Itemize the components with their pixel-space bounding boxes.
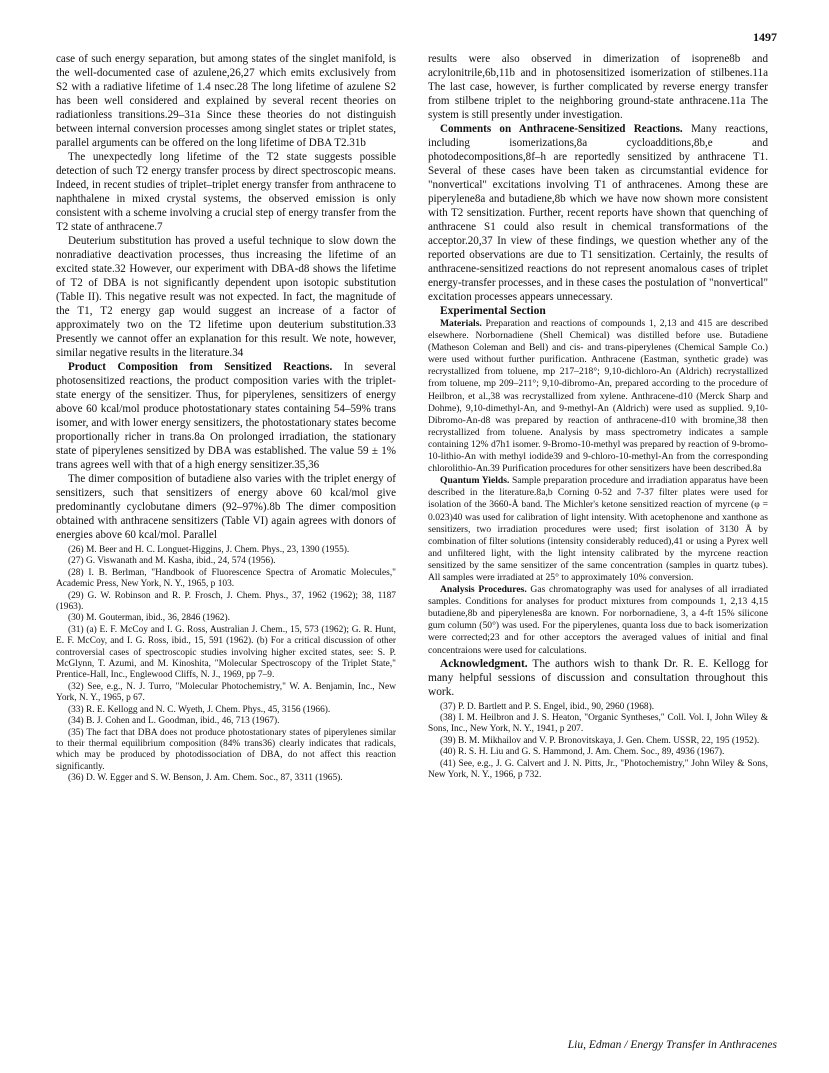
body-paragraph: case of such energy separation, but among states of the singlet manifold, is the well-documented case of azulene,26,27 which emits exclusively from S2 with a radiative lifetime of 1.4 nsec.28 The long lifetime of azulene S2 has been well considered and explained by several recent theories on radiationless transitions.29–31a Since these theories do not distinguish between internal conversion processes among singlet states or triplet states, parallel arguments can be offered on the long lifetime of DBA T2.31b [56, 53, 396, 149]
reference-item: (40) R. S. H. Liu and G. S. Hammond, J. Am. Chem. Soc., 89, 4936 (1967). [440, 747, 725, 758]
right-column [428, 52, 768, 781]
analysis-heading: Analysis Procedures. [440, 584, 527, 596]
materials-heading: Materials. [440, 318, 482, 329]
quantum-yields-heading: Quantum Yields. [440, 475, 510, 487]
reference-item: (37) P. D. Bartlett and P. S. Engel, ibid., 90, 2960 (1968). [440, 701, 655, 712]
analysis-paragraph [428, 584, 768, 657]
reference-item: (34) B. J. Cohen and L. Goodman, ibid., 46, 713 (1967). [68, 716, 280, 727]
reference-item: (38) I. M. Heilbron and J. S. Heaton, "Organic Syntheses," Coll. Vol. I, John Wiley & Sons, Inc., New York, N. Y., 1941, p 207. [428, 713, 768, 735]
product-composition-heading: Product Composition from Sensitized Reactions. [68, 361, 333, 373]
footnote-references-right [428, 702, 768, 782]
reference-item: (33) R. E. Kellogg and N. C. Wyeth, J. Chem. Phys., 45, 3156 (1966). [68, 704, 331, 715]
reference-item: (27) G. Viswanath and M. Kasha, ibid., 24, 574 (1956). [68, 556, 276, 567]
materials-text: Preparation and reactions of compounds 1, 2,13 and 415 are described elsewhere. Norbornadiene (Shell Chemical) was distilled before use. Butadiene (Matheson Coleman and Bell) and cis- and trans-piperylenes (Chemical Sample Co.) were used without further purification. Anthracene (Eastman, synthetic grade) was recrystallized from toluene, mp 217–218°; 9,10-dichloro-An (Aldrich) recrystallized from toluene, mp 209–211°; 9,10-dibromo-An, prepared according to the procedure of Heilbron, et al.,38 was recrystallized from xylene. Anthracene-d10 (Merck Sharp and Dohme), 9,10-dimethyl-An, and 9-methyl-An (Aldrich) were used as supplied. 9,10-Dibromo-An-d8 was prepared by reaction of anthracene-d10 with bromine,38 then recrystallized from toluene. Analysis by mass spectrometry indicates a sample containing 12% d7h1 isomer. 9-Bromo-10-methyl was prepared by reaction of 9-bromo-10-lithio-An with methyl iodide39 and 9-chloro-10-methyl-An from the corresponding chlorolithio-An.39 Purification procedures for other sensitizers have been described.8a [428, 318, 768, 475]
acknowledgment-heading: Acknowledgment. [440, 657, 528, 670]
left-column [56, 52, 396, 785]
quantum-yields-text: Sample preparation procedure and irradiation apparatus have been described in the literature.8a,b Corning 0-52 and 7-37 filter plates were used for isolation of the 3660-Å band. The Michler's ketone sensitized reaction of myrcene (φ = 0.023)40 was used for calibration of light intensity. With acetophenone and xanthone as sensitizers, two irradiation procedures were used; first isolation of 3130 Å by combination of filter solutions (intensity considerably reduced),41 or using a Pyrex well and unfiltered light, with the light intensity calibrated by the myrcene reaction sensitized by the same sensitizer of the same concentration (samples in quartz tubes). All samples were irradiated at 25° to approximately 10% conversion. [428, 475, 769, 583]
comments-text: Many reactions, including isomerizations,8a cycloadditions,8b,e and photodecompositions,8f–h are reportedly sensitized by anthracene T1. Several of these cases have been taken as circumstantial evidence for "nonvertical" excitations involving T1 of anthracenes. Among these are piperylene8a and butadiene,8b which we have now shown more consistent with T2 sensitization. Further, recent reports have shown that quenching of anthracene S1 could also result in chemical transformations of the acceptor.20,37 In view of these findings, we question whether any of the reported observations are due to T1 sensitization. Certainly, the results of anthracene-sensitized reactions do not represent anomalous cases of triplet energy-transfer processes, and in these cases the postulation of "nonvertical" excitation processes appears unnecessary. [428, 123, 768, 303]
body-paragraph: The unexpectedly long lifetime of the T2 state suggests possible detection of such T2 energy transfer process by direct spectroscopic means. Indeed, in recent studies of triplet–triplet energy transfer from anthracene to naphthalene in mixed crystal systems, the observed emission is only consistent with a scheme involving a crucial step of energy transfer from the T2 state of anthracene.7 [56, 151, 396, 233]
comments-paragraph [428, 122, 768, 304]
reference-item: (30) M. Gouterman, ibid., 36, 2846 (1962). [68, 613, 230, 624]
footnote-references-left [56, 545, 396, 785]
reference-item: (39) B. M. Mikhailov and V. P. Bronovitskaya, J. Gen. Chem. USSR, 22, 195 (1952). [440, 735, 760, 746]
reference-item: (28) I. B. Berlman, "Handbook of Fluorescence Spectra of Aromatic Molecules," Academic Press, New York, N. Y., 1965, p 103. [56, 567, 396, 590]
body-paragraph: The dimer composition of butadiene also varies with the triplet energy of sensitizers, such that sensitizers of energy above 60 kcal/mol give predominantly cyclobutane dimers (92–97%).8b The dimer composition obtained with anthracene sensitizers (Table VI) again agrees with donors of energies above 60 kcal/mol. Parallel [56, 473, 396, 541]
body-paragraph: Deuterium substitution has proved a useful technique to slow down the nonradiative deactivation processes, thus increasing the lifetime of an excited state.32 However, our experiment with DBA-d8 shows the lifetime of T2 of DBA is not significantly dependent upon isotopic substitution (Table II). This negative result was not expected. In fact, the magnitude of the T1, T2 energy gap would suggest an increase of a factor of approximately two on the T2 lifetime upon deuterium substitution.33 Presently we cannot offer an explanation for this result. We note, however, similar negative results in the literature.34 [56, 235, 396, 359]
acknowledgment-text: The authors wish to thank Dr. R. E. Kellogg for many helpful sessions of discussion and consultation throughout this work. [428, 657, 768, 698]
experimental-section-heading: Experimental Section [440, 305, 546, 317]
product-composition-text: In several photosensitized reactions, the product composition varies with the triplet-state energy of the sensitizer. Thus, for piperylenes, sensitizers of energy above 60 kcal/mol produce photostationary states containing 54–59% trans isomer, and with lower energy sensitizers, the photostationary states become proportionally richer in trans.8a On prolonged irradiation, the stationary state of piperylenes sensitized by DBA was established. The value 59 ± 1% trans agrees well with that of a high energy sensitizer.35,36 [56, 361, 396, 471]
reference-item: (36) D. W. Egger and S. W. Benson, J. Am. Chem. Soc., 87, 3311 (1965). [68, 773, 343, 784]
acknowledgment-paragraph [428, 657, 768, 699]
reference-item: (31) (a) E. F. McCoy and I. G. Ross, Australian J. Chem., 15, 573 (1962); G. R. Hunt, E. F. McCoy, and I. G. Ross, ibid., 15, 591 (1962). (b) For a critical discussion of other controversial cases of spectroscopic studies involving higher excited states, see: S. P. McGlynn, T. Azumi, and M. Kinoshita, "Molecular Spectroscopy of the Triplet State," Prentice-Hall, Inc., Englewood Cliffs, N. J., 1969, pp 7–9. [56, 624, 396, 681]
running-footer: Liu, Edman / Energy Transfer in Anthracenes [567, 1039, 777, 1051]
analysis-text: Gas chromatography was used for analyses of all irradiated samples. Conditions for analyses for product mixtures from compounds 1, 2,13 4,15 butadiene,8b and piperylenes8a are known. For norbornadiene, 3, a 4-ft 15% silicone gum column (50°) was used. For the piperylenes, quanta loss due to back isomerization were corrected;23 and for other acceptors the averaged values of initial and final concentraions were used for calculations. [428, 584, 768, 656]
reference-item: (32) See, e.g., N. J. Turro, "Molecular Photochemistry," W. A. Benjamin, Inc., New York, N. Y., 1965, p 67. [56, 681, 396, 704]
reference-item: (35) The fact that DBA does not produce photostationary states of piperylenes similar to their thermal equilibrium composition (84% trans36) clearly indicates that radicals, which may be produced by photodissociation of DBA, do not affect this reaction significantly. [56, 727, 396, 772]
comments-heading: Comments on Anthracene-Sensitized Reactions. [440, 123, 683, 135]
body-paragraph: results were also observed in dimerization of isoprene8b and acrylonitrile,6b,11b and in photosensitized isomerization of stilbenes.11a The last case, however, is further complicated by reverse energy transfer from stilbene triplet to the neighboring ground-state anthracene.11a The system is still presently under investigation. [428, 53, 768, 121]
reference-item: (26) M. Beer and H. C. Longuet-Higgins, J. Chem. Phys., 23, 1390 (1955). [68, 545, 350, 555]
page-number: 1497 [753, 30, 777, 44]
quantum-yields-paragraph [428, 475, 768, 584]
reference-item: (29) G. W. Robinson and R. P. Frosch, J. Chem. Phys., 37, 1962 (1962); 38, 1187 (1963). [56, 590, 396, 613]
materials-paragraph [428, 318, 768, 475]
reference-item: (41) See, e.g., J. G. Calvert and J. N. Pitts, Jr., "Photochemistry," John Wiley & Sons, New York, N. Y., 1966, p 732. [428, 758, 768, 781]
experimental-section [428, 318, 768, 657]
product-composition-paragraph [56, 360, 396, 472]
